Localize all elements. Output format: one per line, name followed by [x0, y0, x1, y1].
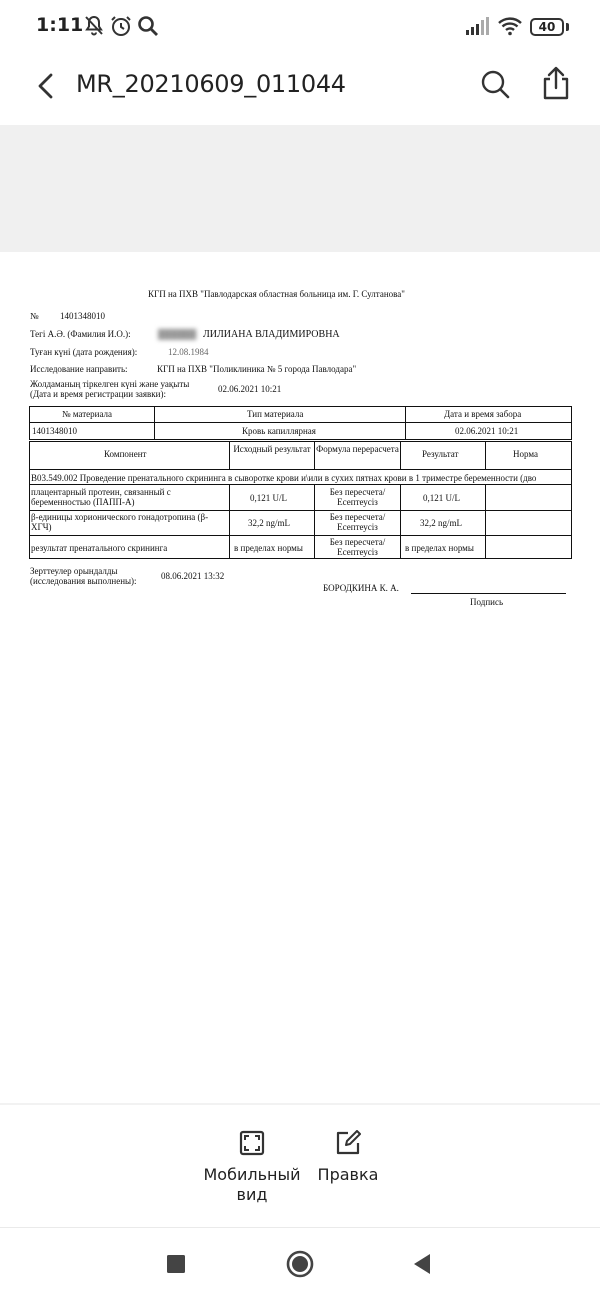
name-redacted: ██████ — [158, 329, 197, 339]
referral-value: КГП на ПХВ "Поликлиника № 5 города Павлодара" — [157, 364, 357, 374]
recents-square-icon[interactable] — [160, 1248, 192, 1280]
material-header-type: Тип материала — [247, 409, 304, 419]
result-row-1-formula: Без пересчета/ Есептеусіз — [329, 487, 386, 507]
done-label-2: (исследования выполнены): — [30, 576, 137, 586]
org-header: КГП на ПХВ "Павлодарская областная больница им. Г. Султанова" — [148, 289, 405, 299]
mobile-view-label-2: вид — [236, 1185, 268, 1204]
battery-icon: 40 — [530, 18, 564, 36]
home-circle-icon[interactable] — [284, 1248, 316, 1280]
results-header-norm: Норма — [513, 449, 538, 459]
document-page[interactable] — [0, 252, 600, 1102]
edit-icon — [335, 1130, 361, 1156]
material-header-number: № материала — [62, 409, 113, 419]
search-icon[interactable] — [477, 66, 513, 102]
result-row-3-initial: в пределах нормы — [234, 543, 303, 553]
back-triangle-icon[interactable] — [406, 1248, 438, 1280]
status-time: 1:11 — [36, 14, 84, 36]
dob-value: 12.08.1984 — [168, 347, 209, 357]
reg-label-2: (Дата и время регистрации заявки): — [30, 389, 166, 399]
material-number: 1401348010 — [32, 426, 77, 436]
toolbar-divider — [0, 1103, 600, 1105]
document-title: MR_20210609_011044 — [76, 70, 346, 98]
back-arrow-icon[interactable] — [28, 66, 68, 106]
result-row-3-result: в пределах нормы — [405, 543, 474, 553]
battery-tip — [566, 23, 569, 31]
signer-name: БОРОДКИНА К. А. — [323, 583, 399, 593]
referral-label: Исследование направить: — [30, 364, 128, 374]
nav-divider — [0, 1227, 600, 1228]
result-row-1-initial: 0,121 U/L — [250, 493, 287, 503]
viewer-header — [0, 54, 600, 124]
dob-label: Туған күні (дата рождения): — [30, 347, 138, 357]
number-label: № — [30, 311, 39, 321]
edit-button[interactable] — [288, 1130, 408, 1210]
name-value: ЛИЛИАНА ВЛАДИМИРОВНА — [203, 329, 340, 340]
results-header-formula: Формула перерасчета — [316, 444, 399, 454]
result-row-3-formula: Без пересчета/ Есептеусіз — [329, 537, 386, 557]
fullscreen-frame-icon — [239, 1130, 265, 1156]
wifi-icon — [497, 14, 523, 38]
reg-label-1: Жолдаманың тіркелген күні және уақыты — [30, 379, 190, 389]
material-type: Кровь капиллярная — [242, 426, 316, 436]
alarm-icon — [109, 14, 133, 38]
search-icon — [136, 14, 160, 38]
notifications-off-icon — [82, 14, 106, 38]
results-header-component: Компонент — [104, 449, 147, 459]
edit-label: Правка — [317, 1165, 379, 1184]
material-header-date: Дата и время забора — [444, 409, 522, 419]
number-value: 1401348010 — [60, 311, 105, 321]
result-row-1-result: 0,121 U/L — [423, 493, 460, 503]
signature-line — [411, 593, 566, 594]
signature-label: Подпись — [470, 597, 504, 607]
reg-value: 02.06.2021 10:21 — [218, 384, 282, 394]
share-icon[interactable] — [537, 64, 575, 102]
result-row-3-component: результат пренатального скрининга — [31, 543, 168, 553]
status-bar — [0, 0, 600, 54]
result-row-2-result: 32,2 ng/mL — [420, 518, 462, 528]
result-row-2-formula: Без пересчета/ Есептеусіз — [329, 512, 386, 532]
name-label: Тегі А.Ә. (Фамилия И.О.): — [30, 329, 131, 339]
result-row-2-initial: 32,2 ng/mL — [248, 518, 290, 528]
material-date: 02.06.2021 10:21 — [455, 426, 519, 436]
signal-icon — [464, 14, 490, 38]
result-row-1-component: плацентарный протеин, связанный с беременностью (ПАПП-А) — [31, 487, 171, 507]
results-section-title: B03.549.002 Проведение пренатального скрининга в сыворотке крови и\или в сухих пятнах крови в 1 триместре беременности (дво — [31, 473, 537, 483]
mobile-view-label-1: Мобильный — [203, 1165, 301, 1184]
done-value: 08.06.2021 13:32 — [161, 571, 225, 581]
results-header-result: Результат — [422, 449, 459, 459]
results-header-initial: Исходный результат — [233, 444, 311, 454]
page-gap — [0, 125, 600, 252]
result-row-2-component: β-единицы хорионического гонадотропина (β-ХГЧ) — [31, 512, 209, 532]
done-label-1: Зерттеулер орындалды — [30, 566, 118, 576]
